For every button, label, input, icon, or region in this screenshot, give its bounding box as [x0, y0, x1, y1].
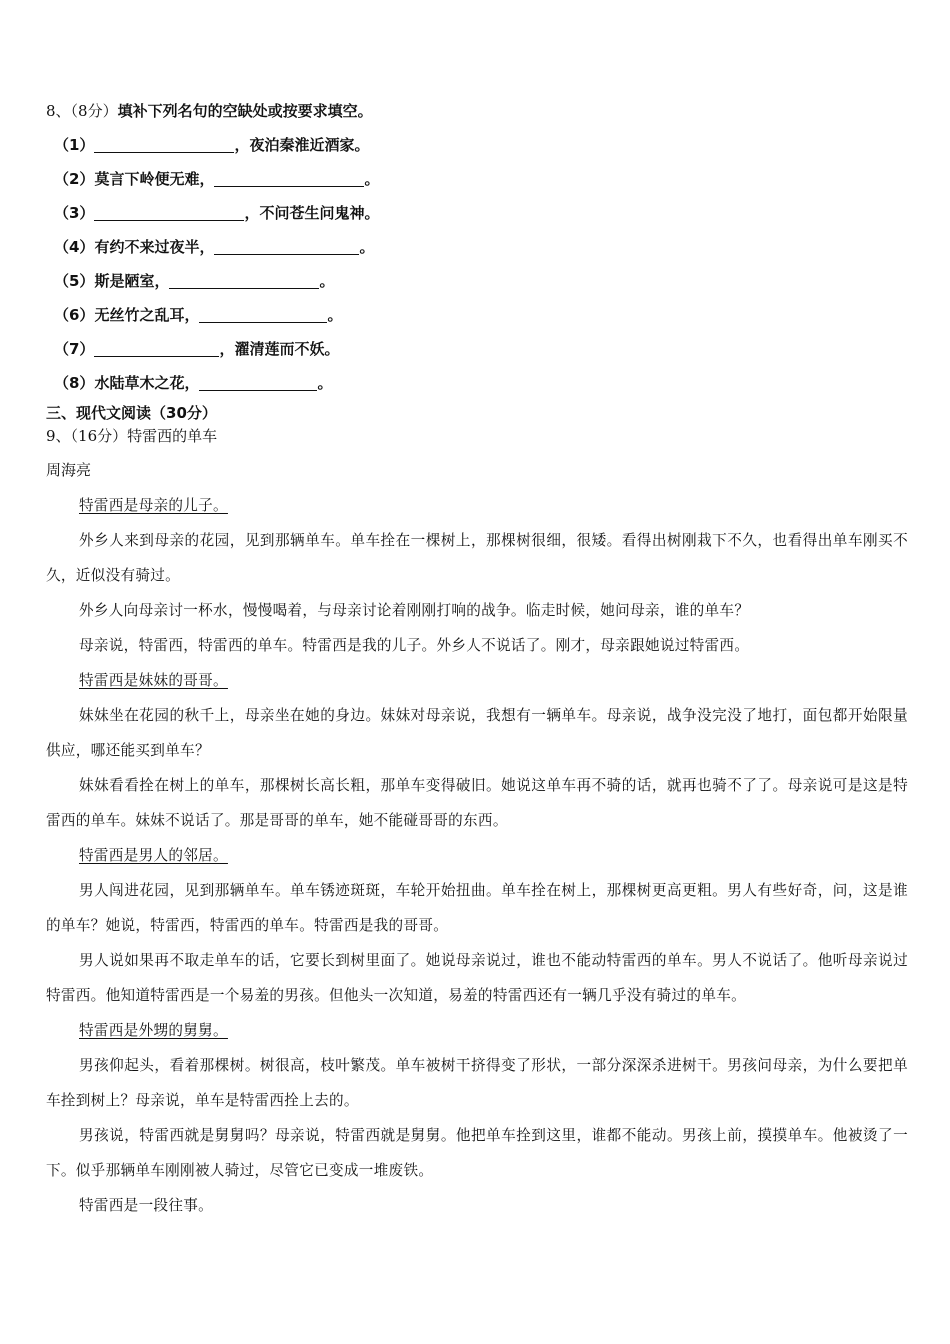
article-paragraph: 母亲说，特雷西，特雷西的单车。特雷西是我的儿子。外乡人不说话了。刚才，母亲跟她说过特雷西。 — [79, 637, 750, 654]
article-paragraph: 男人说如果再不取走单车的话，它要长到树里面了。她说母亲说过，谁也不能动特雷西的单车。男人不说话了。他听母亲说过特雷西。他知道特雷西是一个易羞的男孩。但他头一次知道，易羞的特雷西还有一辆几乎没有骑过的单车。 — [46, 952, 908, 1004]
exam-page — [46, 100, 908, 1223]
fill-blank-item: （8）水陆草木之花， 。 — [54, 374, 333, 392]
item-index: （2） — [54, 170, 95, 188]
article-subheading: 特雷西是母亲的儿子。 — [79, 497, 228, 514]
answer-blank[interactable] — [169, 270, 319, 289]
article-paragraph: 特雷西是一段往事。 — [79, 1197, 214, 1214]
fill-blank-item: （7） ，濯清莲而不妖。 — [54, 340, 340, 358]
article-paragraph: 妹妹坐在花园的秋千上，母亲坐在她的身边。妹妹对母亲说，我想有一辆单车。母亲说，战争没完没了地打，面包都开始限量供应，哪还能买到单车？ — [46, 707, 908, 759]
answer-blank[interactable] — [214, 168, 364, 187]
answer-blank[interactable] — [199, 372, 317, 391]
article-body — [46, 488, 908, 1223]
question-number: 8、 — [46, 102, 71, 120]
answer-blank[interactable] — [214, 236, 359, 255]
answer-blank[interactable] — [94, 134, 234, 153]
article-paragraph: 男孩仰起头，看着那棵树。树很高，枝叶繁茂。单车被树干挤得变了形状，一部分深深杀进树干。男孩问母亲，为什么要把单车拴到树上？母亲说，单车是特雷西拴上去的。 — [46, 1057, 908, 1109]
article-paragraph: 男人闯进花园，见到那辆单车。单车锈迹斑斑，车轮开始扭曲。单车拴在树上，那棵树更高更粗。男人有些好奇，问，这是谁的单车？她说，特雷西，特雷西的单车。特雷西是我的哥哥。 — [46, 882, 908, 934]
article-paragraph: 妹妹看看拴在树上的单车，那棵树长高长粗，那单车变得破旧。她说这单车再不骑的话，就再也骑不了了。母亲说可是这是特雷西的单车。妹妹不说话了。那是哥哥的单车，她不能碰哥哥的东西。 — [46, 777, 908, 829]
article-subheading: 特雷西是男人的邻居。 — [79, 847, 228, 864]
fill-blank-item: （2）莫言下岭便无难， 。 — [54, 170, 380, 188]
fill-blank-item: （5）斯是陋室， 。 — [54, 272, 335, 290]
fill-blank-item: （4）有约不来过夜半， 。 — [54, 238, 375, 256]
question-prompt: 填补下列名句的空缺处或按要求填空。 — [117, 102, 373, 120]
item-index: （1） — [54, 136, 95, 154]
article-paragraph: 男孩说，特雷西就是舅舅吗？母亲说，特雷西就是舅舅。他把单车拴到这里，谁都不能动。男孩上前，摸摸单车。他被烫了一下。似乎那辆单车刚刚被人骑过，尽管它已变成一堆废铁。 — [46, 1127, 908, 1179]
article-author: 周海亮 — [46, 461, 92, 479]
section-heading: 三、现代文阅读（30分） — [46, 404, 217, 422]
fill-blank-item: （6）无丝竹之乱耳， 。 — [54, 306, 343, 324]
fill-blank-list — [46, 128, 908, 400]
fill-blank-item: （3） ，不问苍生问鬼神。 — [54, 204, 380, 222]
item-index: （4） — [54, 238, 95, 256]
question-points: （8分） — [70, 102, 118, 120]
answer-blank[interactable] — [199, 304, 327, 323]
item-index: （5） — [54, 272, 95, 290]
answer-blank[interactable] — [94, 202, 244, 221]
item-index: （6） — [54, 306, 95, 324]
fill-blank-item: （1） ，夜泊秦淮近酒家。 — [54, 136, 370, 154]
item-index: （3） — [54, 204, 95, 222]
article-paragraph: 外乡人向母亲讨一杯水，慢慢喝着，与母亲讨论着刚刚打响的战争。临走时候，她问母亲，谁的单车？ — [79, 602, 750, 619]
item-index: （8） — [54, 374, 95, 392]
item-index: （7） — [54, 340, 95, 358]
article-subheading: 特雷西是外甥的舅舅。 — [79, 1022, 228, 1039]
article-paragraph: 外乡人来到母亲的花园，见到那辆单车。单车拴在一棵树上，那棵树很细，很矮。看得出树刚栽下不久，也看得出单车刚买不久，近似没有骑过。 — [46, 532, 908, 584]
question-8-header — [46, 100, 908, 122]
question-9-header: 9、（16分）特雷西的单车 — [46, 427, 218, 445]
answer-blank[interactable] — [94, 338, 219, 357]
article-subheading: 特雷西是妹妹的哥哥。 — [79, 672, 228, 689]
